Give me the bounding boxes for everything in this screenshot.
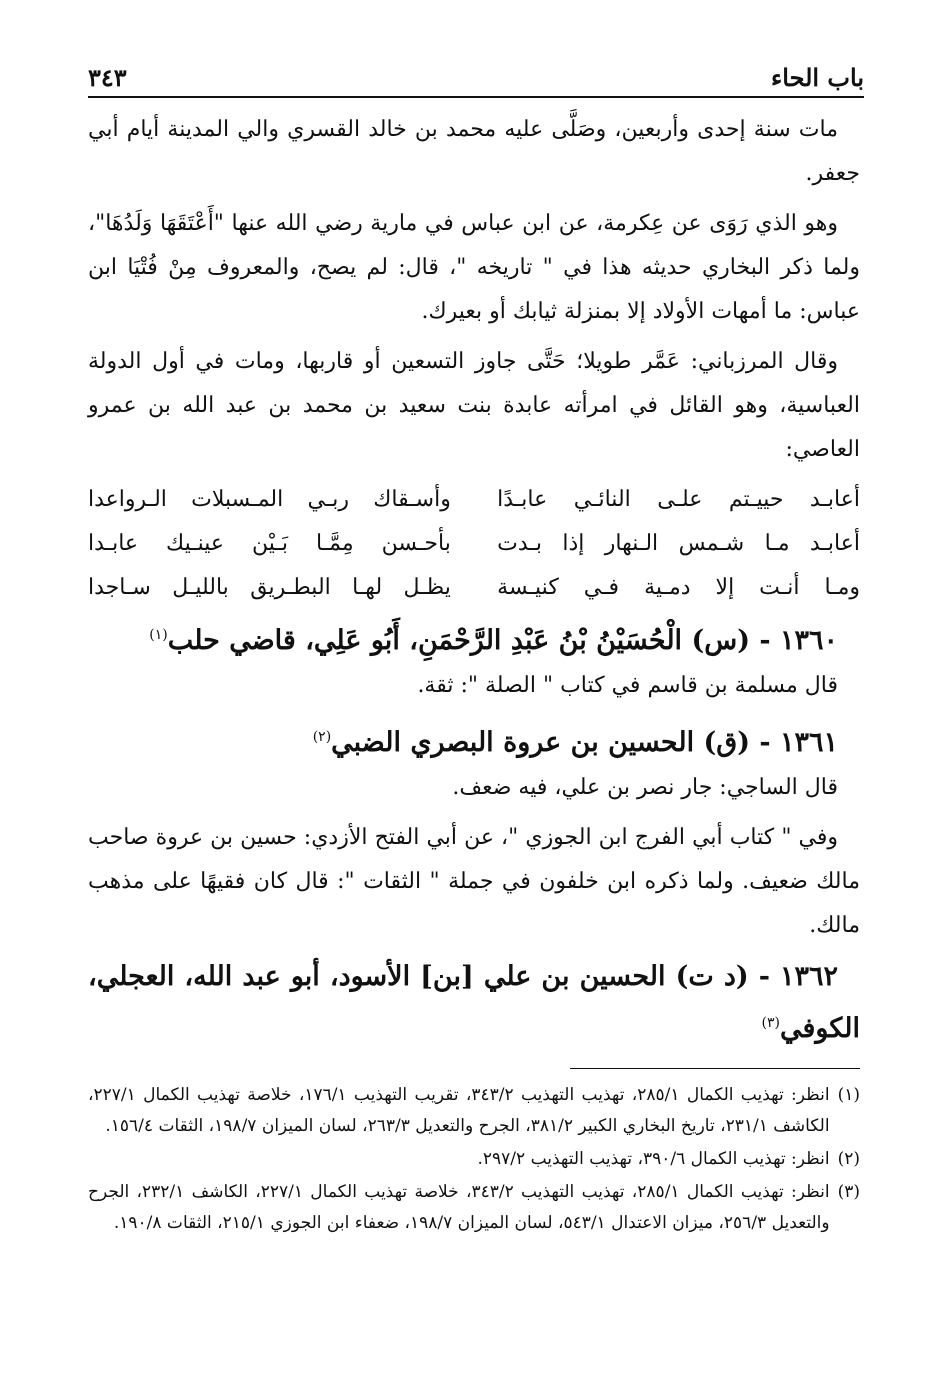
running-header: [88, 52, 864, 98]
chapter-title: باب الحاء: [770, 63, 864, 92]
entry-heading-text: ١٣٦١ - (ق) الحسين بن عروة البصري الضبي: [331, 727, 838, 758]
footnote: [88, 1080, 860, 1142]
entry-heading-text: ١٣٦٢ - (د ت) الحسين بن علي [بن] الأسود، أبو عبد الله، العجلي، الكوفي: [88, 961, 860, 1044]
footnote-number: (٢): [837, 1149, 860, 1169]
main-text: [88, 108, 860, 1052]
entry-heading-1362: [88, 954, 860, 1052]
hemistich-first: أعابـد حييـتم علـى النائـي عابـدًا: [497, 487, 860, 512]
entry-text: قال الساجي: جار نصر بن علي، فيه ضعف.: [452, 775, 838, 800]
footnote-ref[interactable]: (٢): [312, 729, 332, 745]
hemistich-first: ومـا أنـت إلا دمـية فـي كنيـسة: [497, 575, 860, 600]
poem-verse: [88, 478, 860, 522]
page-number: ٣٤٣: [88, 63, 127, 92]
hemistich-second: يظـل لهـا البطـريق بالليـل سـاجدا: [88, 575, 451, 600]
footnote-ref[interactable]: (٣): [761, 1015, 780, 1031]
footnotes: [88, 1080, 860, 1241]
footnote: [88, 1177, 860, 1239]
poem-verse: [88, 566, 860, 610]
hemistich-first: أعابـد مـا شـمس الـنهار إذا بـدت: [497, 531, 860, 556]
footnote-text: انظر: تهذيب الكمال ٢٨٥/١، تهذيب التهذيب ٣٤٣/٢، تقريب التهذيب ١٧٦/١، خلاصة تهذيب الكمال ٢٢٧/١، الكاشف ٢٣١/١، تاريخ البخاري الكبير ٣٨١/٢، الجرح والتعديل ٢٦٣/٣، لسان الميزان ١٩٨/٧، الثقات ١٥٦/٤.: [88, 1085, 830, 1136]
entry-heading-1361: [88, 714, 860, 766]
hemistich-second: وأسـقاك ربـي المـسبلات الـرواعدا: [88, 487, 451, 512]
entry-heading-text: ١٣٦٠ - (س) الْحُسَيْنُ بْنُ عَبْدِ الرَّحْمَنِ، أَبُو عَلِي، قاضي حلب: [167, 625, 838, 656]
entry-text: وفي " كتاب أبي الفرج ابن الجوزي "، عن أبي الفتح الأزدي: حسين بن عروة صاحب مالك ضعيف. ولما ذكره ابن خلفون في جملة " الثقات ": قال كان فقيهًا على مذهب مالك.: [88, 825, 860, 938]
hemistich-second: بأحـسن مِمَّـا بَـيْن عينـيك عابـدا: [88, 531, 451, 556]
footnote-number: (٣): [837, 1182, 860, 1202]
entry-text: قال مسلمة بن قاسم في كتاب " الصلة ": ثقة.: [417, 673, 838, 698]
footnote-ref[interactable]: (١): [149, 627, 168, 643]
paragraph: وهو الذي رَوَى عن عِكرمة، عن ابن عباس في مارية رضي الله عنها "أَعْتَقَهَا وَلَدُهَا"، ولما ذكر البخاري حديثه هذا في " تاريخه "، قال: لم يصح، والمعروف مِنْ فُتْيَا ابن عباس: ما أمهات الأولاد إلا بمنزلة ثيابك أو بعيرك.: [88, 211, 860, 324]
paragraph: مات سنة إحدى وأربعين، وصَلَّى عليه محمد بن خالد القسري والي المدينة أيام أبي جعفر.: [88, 117, 860, 186]
paragraph: وقال المرزباني: عَمَّر طويلا؛ حَتَّى جاوز التسعين أو قاربها، ومات في أول الدولة العباسية، وهو القائل في امرأته عابدة بنت سعيد بن محمد بن عبد الله بن عمرو العاصي:: [88, 349, 860, 462]
poem-verse: [88, 522, 860, 566]
footnote-number: (١): [837, 1085, 860, 1105]
footnote-text: انظر: تهذيب الكمال ٣٩٠/٦، تهذيب التهذيب ٢٩٧/٢.: [477, 1149, 830, 1169]
poem: [88, 478, 860, 610]
footnote-text: انظر: تهذيب الكمال ٢٨٥/١، تهذيب التهذيب ٣٤٣/٢، خلاصة تهذيب الكمال ٢٢٧/١، الكاشف ٢٣٢/١، الجرح والتعديل ٢٥٦/٣، ميزان الاعتدال ٥٤٣/١، لسان الميزان ١٩٨/٧، ضعفاء ابن الجوزي ٢١٥/١، الثقات ١٩٠/٨.: [88, 1182, 830, 1233]
footnote-divider: [570, 1068, 860, 1069]
footnote: [88, 1144, 860, 1175]
entry-heading-1360: [88, 612, 860, 664]
